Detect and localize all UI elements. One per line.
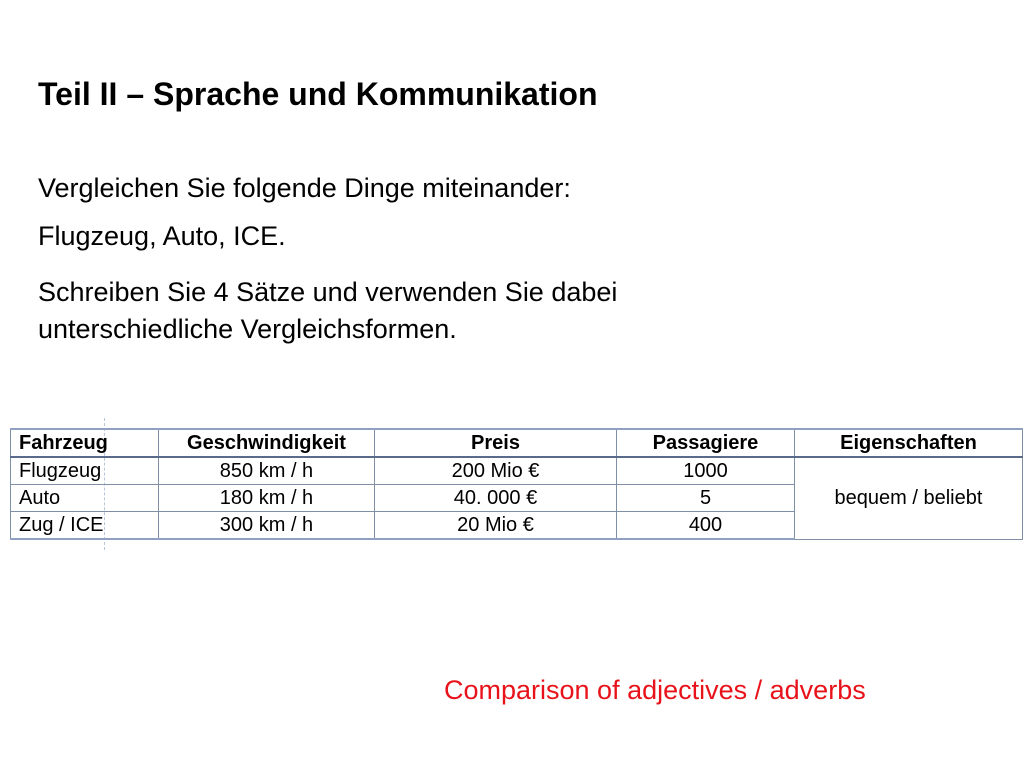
- vehicle-comparison-table: [10, 428, 1023, 540]
- instruction-paragraph: [38, 274, 617, 348]
- cell-preis: 20 Mio €: [375, 512, 617, 540]
- footer-note: Comparison of adjectives / adverbs: [444, 675, 866, 705]
- cell-eigenschaften: bequem / beliebt: [795, 457, 1023, 539]
- cell-fahrzeug: Flugzeug: [11, 457, 159, 485]
- cell-passagiere: 1000: [617, 457, 795, 485]
- cell-geschwindigkeit: 180 km / h: [159, 485, 375, 512]
- table-row: [11, 457, 1023, 485]
- header-fahrzeug: Fahrzeug: [11, 429, 159, 457]
- cell-passagiere: 400: [617, 512, 795, 540]
- instruction-line-2: Flugzeug, Auto, ICE.: [38, 221, 286, 251]
- slide-title: Teil II – Sprache und Kommunikation: [38, 76, 598, 112]
- header-preis: Preis: [375, 429, 617, 457]
- cell-fahrzeug: Zug / ICE: [11, 512, 159, 540]
- cell-geschwindigkeit: 300 km / h: [159, 512, 375, 540]
- header-eigenschaften: Eigenschaften: [795, 429, 1023, 457]
- header-passagiere: Passagiere: [617, 429, 795, 457]
- cell-geschwindigkeit: 850 km / h: [159, 457, 375, 485]
- instruction-line-1: Vergleichen Sie folgende Dinge miteinander:: [38, 173, 571, 203]
- instruction-line-4: unterschiedliche Vergleichsformen.: [38, 314, 457, 344]
- cell-preis: 40. 000 €: [375, 485, 617, 512]
- header-geschwindigkeit: Geschwindigkeit: [159, 429, 375, 457]
- cell-passagiere: 5: [617, 485, 795, 512]
- cell-preis: 200 Mio €: [375, 457, 617, 485]
- cell-fahrzeug: Auto: [11, 485, 159, 512]
- instruction-line-3: Schreiben Sie 4 Sätze und verwenden Sie dabei: [38, 277, 618, 307]
- table-header-row: [11, 429, 1023, 457]
